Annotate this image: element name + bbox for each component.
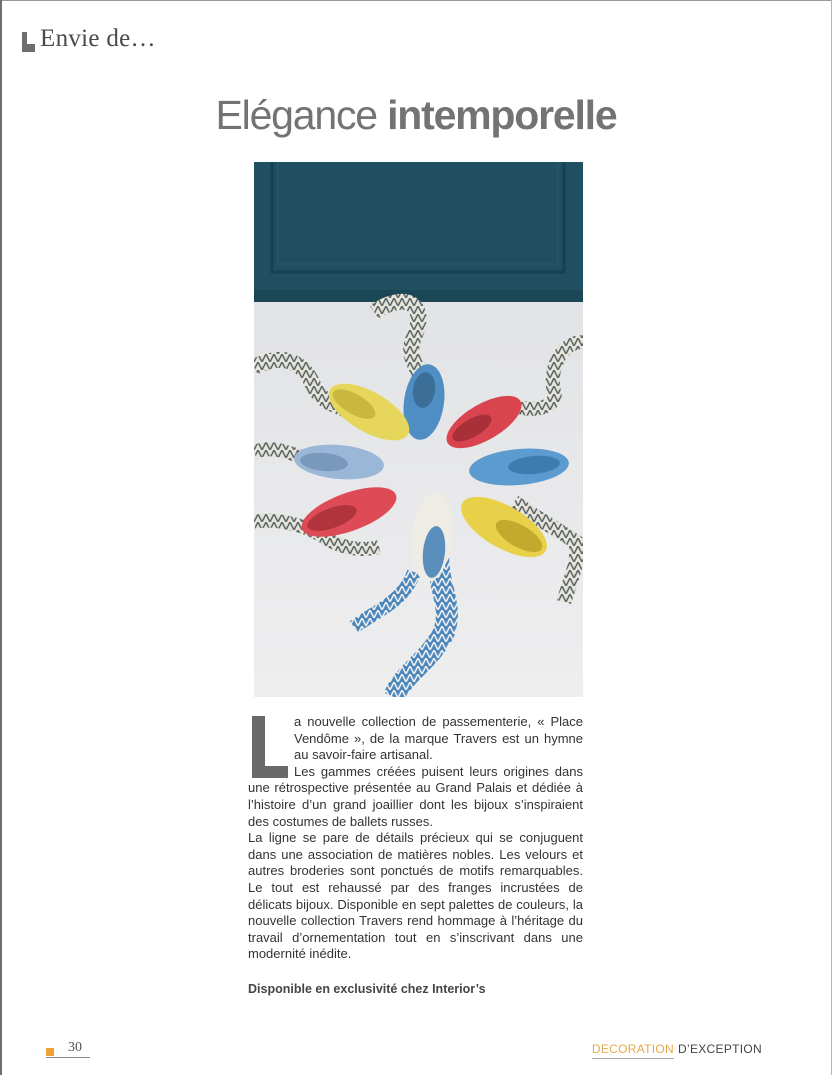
- availability-note: Disponible en exclusivité chez Interior’s: [248, 982, 486, 996]
- article-body: [248, 714, 583, 963]
- article-title-light: Elégance: [215, 92, 388, 138]
- dropcap-letter-l: [248, 716, 288, 778]
- page-border-top: [0, 0, 832, 1]
- article-paragraph-1: a nouvelle collection de passementerie, « Place Vendôme », de la marque Travers est un hymne au savoir-faire artisanal.: [294, 714, 583, 763]
- section-title: Envie de…: [40, 25, 156, 52]
- page-rule: [46, 1057, 90, 1058]
- footer-brand-accent: DECORATION: [592, 1042, 674, 1059]
- article-paragraph-2: Les gammes créées puisent leurs origines dans une rétrospective présentée au Grand Palais et dédiée à l’histoire d’un grand joaillier dont les bijoux s’inspiraient des costumes de ballets russes.: [248, 763, 583, 829]
- footer-brand: [592, 1042, 762, 1056]
- footer-brand-plain: D’EXCEPTION: [678, 1042, 762, 1056]
- article-title: [0, 90, 832, 140]
- page-number: 30: [68, 1040, 82, 1055]
- section-mark-icon: [22, 30, 36, 54]
- section-header: [22, 24, 156, 54]
- article-photo: [254, 162, 583, 697]
- page-square-icon: [46, 1048, 54, 1056]
- article-paragraph-3: La ligne se pare de détails précieux qui se conjuguent dans une association de matières nobles. Les velours et autres broderies sont ponctués de motifs remarquables. Le tout est rehaussé par des franges incrustées de délicats bijoux. Disponible en sept palettes de couleurs, la nouvelle collection Travers rend hommage à l’héritage du travail d’ornementation tout en s’inscrivant dans une modernité inédite.: [248, 830, 583, 962]
- page-border-left: [0, 0, 2, 1075]
- article-title-bold: intemporelle: [387, 92, 617, 138]
